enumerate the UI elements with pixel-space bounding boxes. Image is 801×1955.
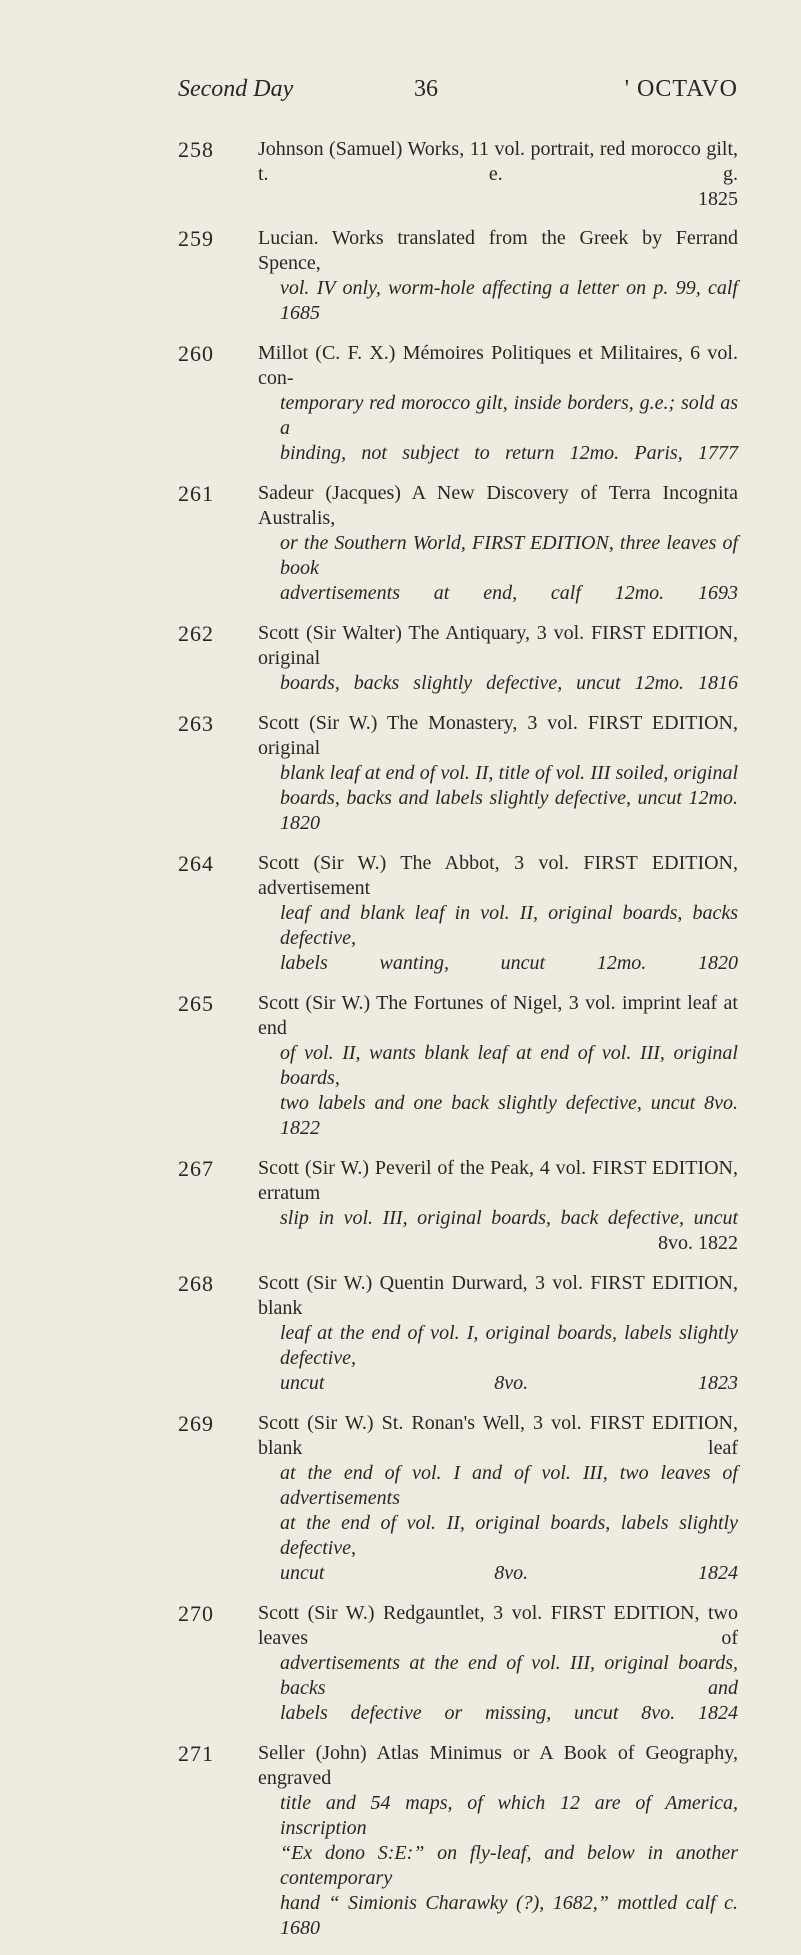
lot-line: “Ex dono S:E:” on fly-leaf, and below in another contemporary: [280, 1842, 738, 1889]
lot-number: 270: [178, 1601, 214, 1626]
lot-line: boards, backs and labels slightly defective, uncut 12mo. 1820: [280, 787, 738, 834]
lot-line: Johnson (Samuel) Works, 11 vol. portrait, red morocco gilt, t. e. g.: [258, 138, 738, 185]
lot-line: uncut 8vo. 1823: [280, 1372, 738, 1394]
lot-line: Scott (Sir W.) St. Ronan's Well, 3 vol. FIRST EDITION, blank leaf: [258, 1412, 738, 1459]
lot-line: temporary red morocco gilt, inside borders, g.e.; sold as a: [280, 392, 738, 439]
lot-line: at the end of vol. II, original boards, labels slightly defective,: [280, 1512, 738, 1559]
lot-line: binding, not subject to return 12mo. Paris, 1777: [280, 442, 738, 464]
lot-number: 260: [178, 341, 214, 366]
running-head-left: Second Day: [178, 76, 294, 102]
lot-line: Scott (Sir W.) The Monastery, 3 vol. FIRST EDITION, original: [258, 712, 738, 759]
lot-line: slip in vol. III, original boards, back defective, uncut: [280, 1207, 738, 1229]
lot-description: [258, 1271, 738, 1396]
lot-entry: [0, 137, 801, 212]
lot-entry: [0, 1601, 801, 1726]
lot-line: Millot (C. F. X.) Mémoires Politiques et Militaires, 6 vol. con-: [258, 342, 738, 389]
lot-line: Scott (Sir Walter) The Antiquary, 3 vol. FIRST EDITION, original: [258, 622, 738, 669]
page-number: 36: [414, 76, 438, 102]
lot-line: Scott (Sir W.) The Abbot, 3 vol. FIRST EDITION, advertisement: [258, 852, 738, 899]
lot-line: Scott (Sir W.) The Fortunes of Nigel, 3 vol. imprint leaf at end: [258, 992, 738, 1039]
lot-description: [258, 851, 738, 976]
lot-description: [258, 226, 738, 326]
lot-line: two labels and one back slightly defective, uncut 8vo. 1822: [280, 1092, 738, 1139]
lot-line: boards, backs slightly defective, uncut 12mo. 1816: [280, 672, 738, 694]
lot-line: vol. IV only, worm-hole affecting a letter on p. 99, calf 1685: [280, 277, 738, 324]
lot-description: [258, 1741, 738, 1941]
lot-number: 259: [178, 226, 214, 251]
lot-line: leaf and blank leaf in vol. II, original boards, backs defective,: [280, 902, 738, 949]
lot-description: [258, 621, 738, 696]
lot-line: leaf at the end of vol. I, original boards, labels slightly defective,: [280, 1322, 738, 1369]
lot-line: Scott (Sir W.) Peveril of the Peak, 4 vol. FIRST EDITION, erratum: [258, 1157, 738, 1204]
lot-line: Seller (John) Atlas Minimus or A Book of Geography, engraved: [258, 1742, 738, 1789]
lot-entry: [0, 621, 801, 696]
lot-date: 8vo. 1822: [658, 1232, 738, 1254]
lot-number: 265: [178, 991, 214, 1016]
lot-line: advertisements at the end of vol. III, original boards, backs and: [280, 1652, 738, 1699]
lot-description: [258, 341, 738, 466]
lot-line: of vol. II, wants blank leaf at end of vol. III, original boards,: [280, 1042, 738, 1089]
lot-line: or the Southern World, FIRST EDITION, three leaves of book: [280, 532, 738, 579]
lot-line: title and 54 maps, of which 12 are of America, inscription: [280, 1792, 738, 1839]
lot-number: 271: [178, 1741, 214, 1766]
lot-description: [258, 711, 738, 836]
lot-number: 264: [178, 851, 214, 876]
lot-number: 261: [178, 481, 214, 506]
lot-line: Sadeur (Jacques) A New Discovery of Terra Incognita Australis,: [258, 482, 738, 529]
lot-entry: [0, 1271, 801, 1396]
lot-line: advertisements at end, calf 12mo. 1693: [280, 582, 738, 604]
lot-line: Lucian. Works translated from the Greek by Ferrand Spence,: [258, 227, 738, 274]
lot-date: 1825: [698, 188, 738, 210]
lot-entry: [0, 341, 801, 466]
running-head-right: ' OCTAVO: [624, 76, 738, 102]
lot-entry: [0, 991, 801, 1141]
lot-number: 263: [178, 711, 214, 736]
lot-entry: [0, 711, 801, 836]
lot-description: [258, 481, 738, 606]
lot-line: labels defective or missing, uncut 8vo. 1824: [280, 1702, 738, 1724]
lot-number: 262: [178, 621, 214, 646]
lot-line: at the end of vol. I and of vol. III, two leaves of advertisements: [280, 1462, 738, 1509]
lot-description: [258, 1156, 738, 1256]
lot-line: blank leaf at end of vol. II, title of vol. III soiled, original: [280, 762, 738, 784]
lot-description: [258, 137, 738, 212]
running-head: [178, 76, 738, 112]
lot-number: 258: [178, 137, 214, 162]
lot-line: Scott (Sir W.) Redgauntlet, 3 vol. FIRST EDITION, two leaves of: [258, 1602, 738, 1649]
lot-entry: [0, 1741, 801, 1941]
lot-number: 268: [178, 1271, 214, 1296]
lot-description: [258, 991, 738, 1141]
lot-description: [258, 1601, 738, 1726]
lot-line: Scott (Sir W.) Quentin Durward, 3 vol. FIRST EDITION, blank: [258, 1272, 738, 1319]
lot-entry: [0, 851, 801, 976]
lot-description: [258, 1411, 738, 1586]
lot-entry: [0, 1156, 801, 1256]
lot-line: uncut 8vo. 1824: [280, 1562, 738, 1584]
lot-entry: [0, 226, 801, 326]
lot-entry: [0, 1411, 801, 1586]
lot-line: hand “ Simionis Charawky (?), 1682,” mottled calf c. 1680: [280, 1892, 738, 1939]
lot-number: 269: [178, 1411, 214, 1436]
lot-number: 267: [178, 1156, 214, 1181]
lot-entry: [0, 481, 801, 606]
lot-list: [0, 137, 801, 1955]
lot-line: labels wanting, uncut 12mo. 1820: [280, 952, 738, 974]
